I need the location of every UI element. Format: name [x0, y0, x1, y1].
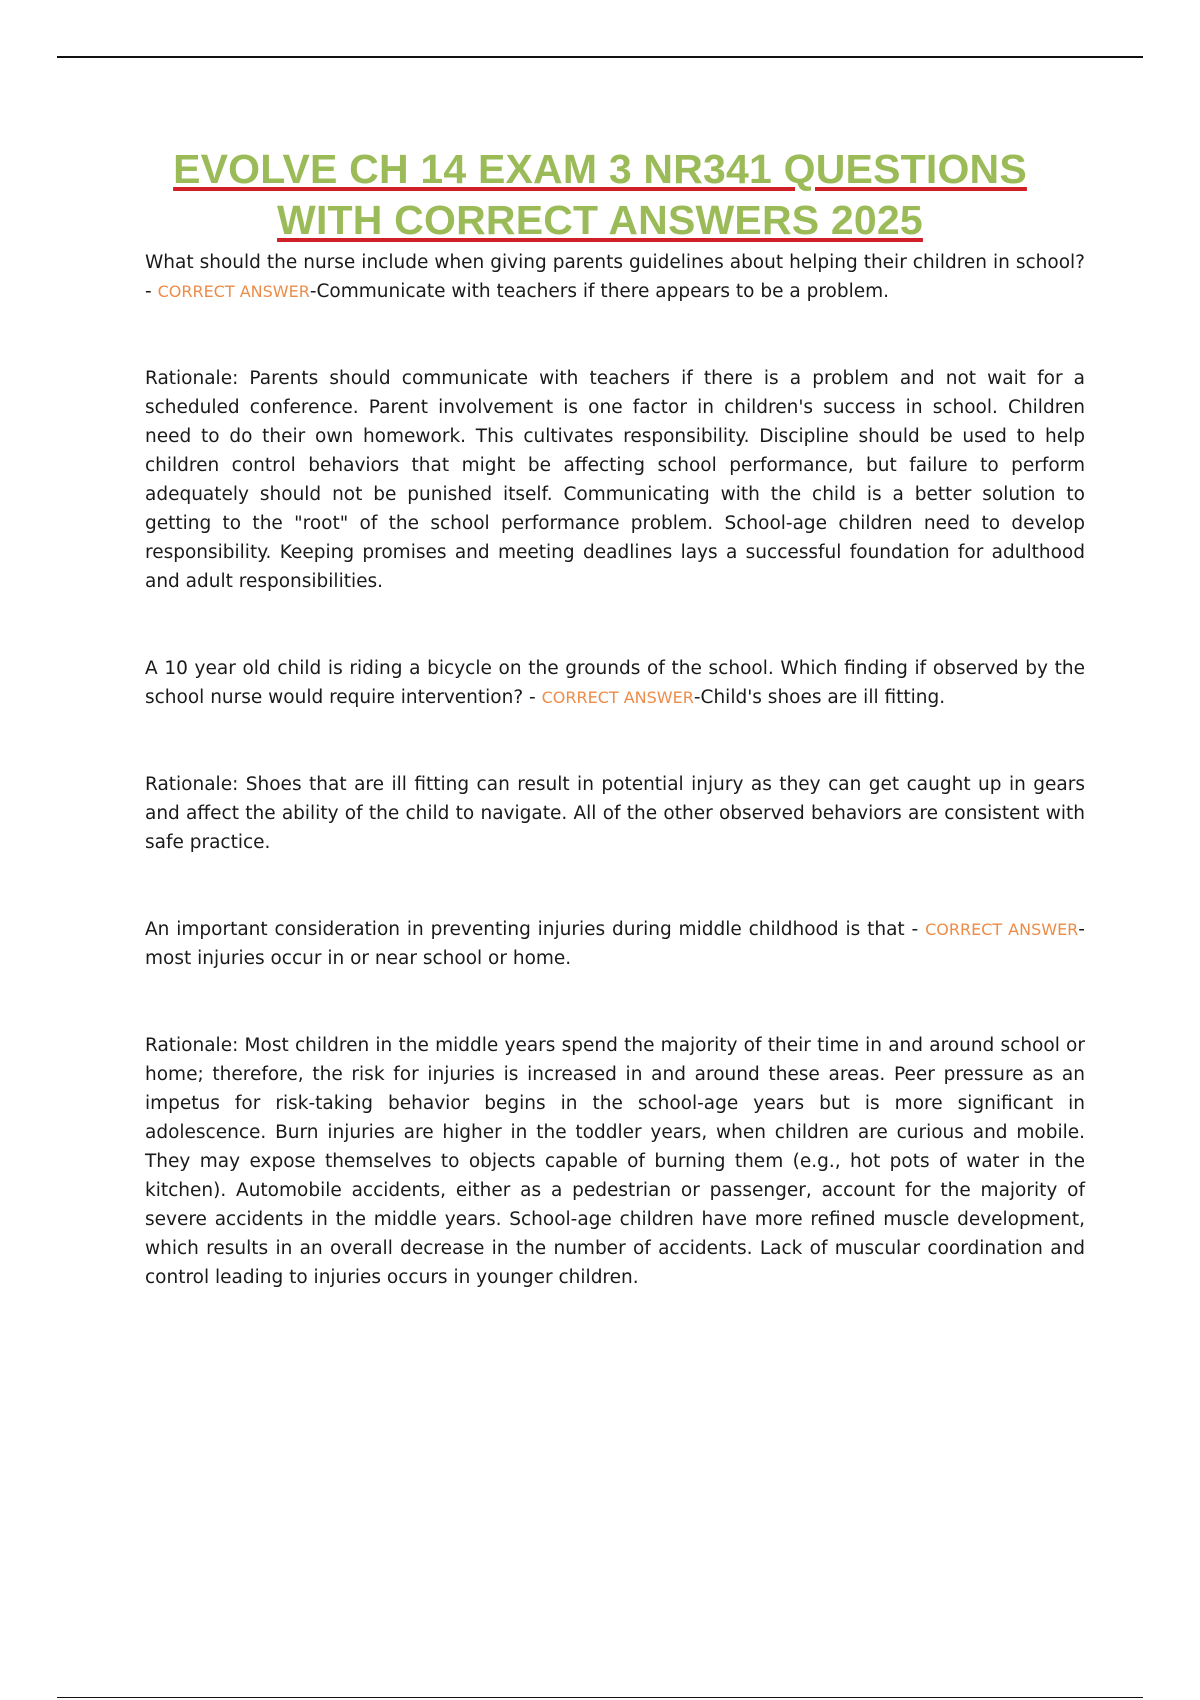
rationale-3: Rationale: Most children in the middle years spend the majority of their time in and around school or home; therefore, the risk for injuries is increased in and around these areas. Peer pressure as an impetus for risk-taking behavior begins in the school-age years but is more significant in adolescence. Burn injuries are higher in the toddler years, when children are curious and mobile. They may expose themselves to objects capable of burning them (e.g., hot pots of water in the kitchen). Automobile accidents, either as a pedestrian or passenger, account for the majority of severe accidents in the middle years. School-age children have more refined muscle development, which results in an overall decrease in the number of accidents. Lack of muscular coordination and control leading to injuries occurs in younger children. [145, 1035, 1085, 1288]
top-rule [57, 56, 1143, 58]
answer-text: -Child's shoes are ill fitting. [693, 687, 946, 708]
answer-text: -most injuries occur in or near school or home. [145, 919, 1085, 969]
document-title [80, 144, 1120, 246]
question-2 [145, 654, 1085, 712]
correct-answer-tag: CORRECT ANSWER [925, 920, 1079, 939]
question-1 [145, 248, 1085, 306]
rationale-2: Rationale: Shoes that are ill fitting can result in potential injury as they can get caught up in gears and affect the ability of the child to navigate. All of the other observed behaviors are consistent with safe practice. [145, 774, 1085, 853]
question-3 [145, 915, 1085, 973]
answer-text: -Communicate with teachers if there appears to be a problem. [309, 281, 890, 302]
question-text: A 10 year old child is riding a bicycle on the grounds of the school. Which finding if observed by the school nurse would require intervention? - [145, 658, 1085, 708]
correct-answer-tag: CORRECT ANSWER [541, 688, 694, 707]
rationale-1: Rationale: Parents should communicate with teachers if there is a problem and not wait for a scheduled conference. Parent involvement is one factor in children's success in school. Children need to do their own homework. This cultivates responsibility. Discipline should be used to help children control behaviors that might be affecting school performance, but failure to perform adequately should not be punished itself. Communicating with the child is a better solution to getting to the "root" of the school performance problem. School-age children need to develop responsibility. Keeping promises and meeting deadlines lays a successful foundation for adulthood and adult responsibilities. [145, 368, 1085, 592]
document-body [145, 248, 1085, 1292]
title-line-1: EVOLVE CH 14 EXAM 3 NR341 QUESTIONS [173, 146, 1027, 192]
question-text: What should the nurse include when giving parents guidelines about helping their children in school? - [145, 252, 1085, 302]
correct-answer-tag: CORRECT ANSWER [157, 282, 310, 301]
bottom-rule [57, 1697, 1143, 1698]
question-text: An important consideration in preventing injuries during middle childhood is that - [145, 919, 926, 940]
title-line-2: WITH CORRECT ANSWERS 2025 [277, 197, 923, 243]
